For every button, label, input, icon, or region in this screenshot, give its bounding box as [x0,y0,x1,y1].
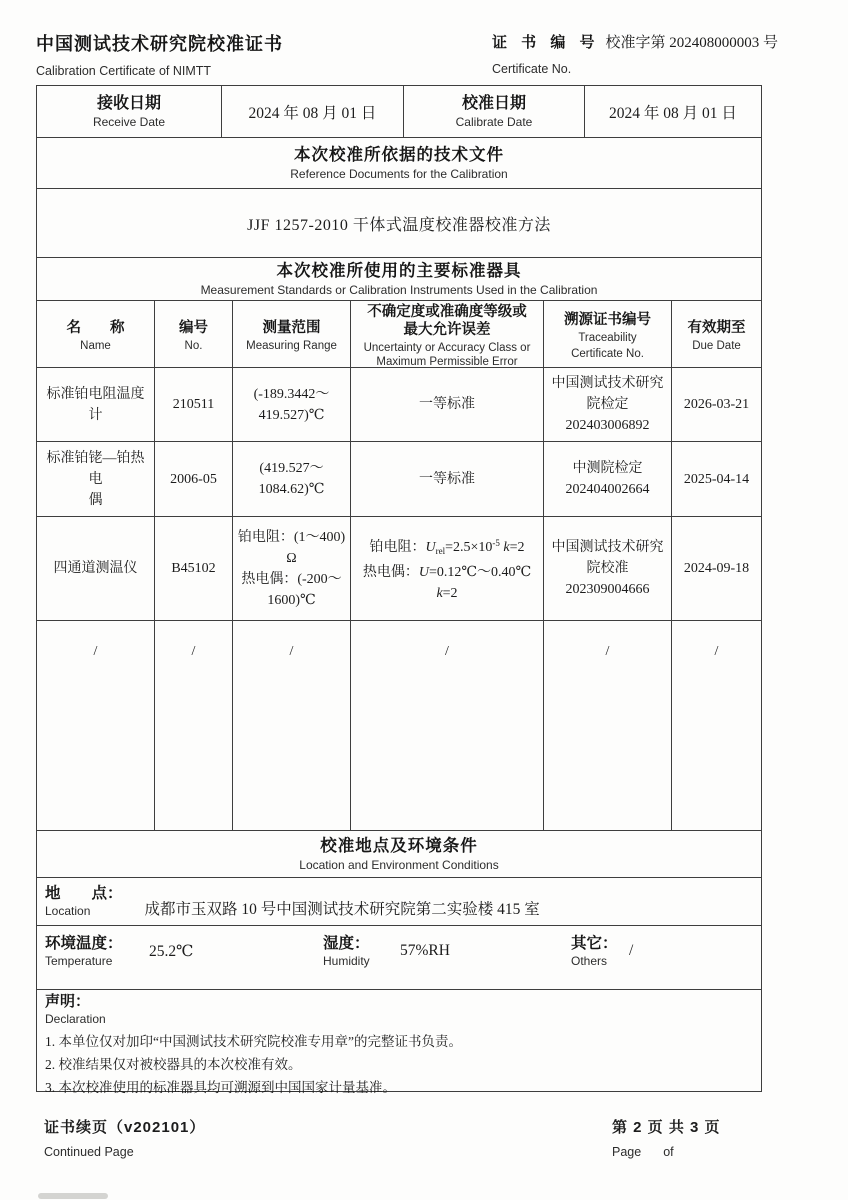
unc-sub: rel [435,546,446,556]
certificate-header [36,33,779,79]
col-header-uncertainty-en: Uncertainty or Accuracy Class or Maximum Permissible Error [363,342,531,368]
humidity-label-block [323,935,370,968]
humidity-value: 57%RH [400,942,450,959]
name-cell [37,442,154,516]
declaration-label: 声明： [45,993,91,1010]
certificate-number-label-en: Certificate No. [492,62,572,76]
col-header-name-zh: 名 称 [66,320,125,336]
reference-section-header [37,137,761,188]
col-header-range-zh: 测量范围 [262,320,321,336]
footer-right [612,1116,721,1159]
name-cell: 标准铂电阻温度计 [46,386,145,423]
reference-document: JJF 1257-2010 干体式温度校准器校准方法 [37,188,761,257]
col-header-traceability-zh: 溯源证书编号 [564,312,651,328]
page-number-en [612,1145,721,1159]
header-left [36,33,283,79]
standards-section-header [37,257,761,300]
traceability-cell: / [543,621,671,830]
receive-date-label: 接收日期 [96,95,161,112]
range-line: (419.527～ [259,461,324,476]
environment-row [37,925,761,989]
col-header-name [37,301,154,371]
col-header-no-zh: 编号 [179,320,208,336]
trace-line: 中国测试技术研究 [551,376,664,391]
continued-page-label-en: Continued Page [44,1145,134,1159]
date-table [37,86,761,137]
temperature-label: 环境温度： [45,935,123,952]
location-heading: 校准地点及环境条件 [320,837,478,855]
range-line: (-189.3442～ [253,386,330,402]
unc-var: U [418,565,429,580]
col-header-due-en: Due Date [692,340,741,352]
temperature-label-en: Temperature [45,954,113,968]
location-row [37,877,761,925]
standards-table-header [37,300,761,367]
trace-line: 202403006892 [565,418,650,433]
receive-date-label-cell [37,86,221,137]
trace-line: 202404002664 [565,482,650,497]
col-header-due-zh: 有效期至 [687,320,746,336]
col-header-range [232,301,350,371]
standards-row-3 [37,516,761,620]
unc-text: =2 [509,540,525,555]
trace-line: 院校准 [586,561,629,576]
others-label: 其它： [571,935,618,952]
col-header-range-en: Measuring Range [246,340,337,352]
location-section-header [37,830,761,877]
uncertainty-cell: 一等标准 [350,368,543,441]
unc-var: k [503,540,510,555]
range-cell [232,368,350,441]
calibrate-date-label-en: Calibrate Date [455,115,533,129]
traceability-cell [543,442,671,516]
trace-line: 院检定 [586,397,629,412]
due-date-cell: 2026-03-21 [671,368,761,441]
col-header-uncertainty-zh2: 最大允许误差 [403,322,491,338]
others-label-en: Others [571,954,608,968]
calibrate-date-value-cell [584,86,761,137]
unc-text: =0.12℃～0.40℃ [428,565,532,580]
range-line: 1084.62)℃ [258,482,325,497]
unc-text: =2.5×10 [445,540,493,555]
calibrate-date-label: 校准日期 [461,95,526,112]
certificate-title-en: Calibration Certificate of NIMTT [36,64,212,78]
name-line: 偶 [88,492,103,508]
page-label: Page [612,1145,642,1159]
uncertainty-cell: / [350,621,543,830]
certificate-number [492,33,779,53]
name-cell: 四通道测温仪 [53,561,138,576]
uncertainty-line-1 [369,533,524,562]
standards-row-4 [37,620,761,830]
unc-text: 铂电阻： [369,540,426,555]
reference-heading: 本次校准所依据的技术文件 [294,146,504,164]
certificate-number-block [492,33,779,79]
standards-heading: 本次校准所使用的主要标准器具 [276,262,522,280]
name-line: 标准铂铑—铂热电 [46,450,145,487]
declaration-section [37,989,761,1095]
declaration-item-1: 1. 本单位仅对加印“中国测试技术研究院校准专用章”的完整证书负责。 [45,1034,462,1049]
uncertainty-cell: 一等标准 [350,442,543,516]
location-label: 地 点： [45,885,123,902]
humidity-label: 湿度： [323,935,370,952]
col-header-due [671,301,761,371]
range-cell [232,442,350,516]
page-number: 第 2 页 共 3 页 [612,1119,721,1136]
standards-heading-en: Measurement Standards or Calibration Instruments Used in the Calibration [200,283,598,297]
name-cell: / [93,644,98,659]
receive-date-value-cell [221,86,403,137]
traceability-cell [543,517,671,620]
range-line: Ω [286,550,297,566]
reference-heading-en: Reference Documents for the Calibration [290,167,508,181]
col-header-uncertainty [350,301,543,371]
col-header-no-en: No. [184,340,203,352]
col-header-traceability [543,301,671,371]
others-value: / [629,942,634,959]
declaration-label-en: Declaration [45,1012,106,1026]
trace-line: 中测院检定 [572,461,643,476]
location-label-en: Location [45,904,91,918]
range-line: 铂电阻：(1～400) [237,529,346,545]
col-header-traceability-en1: Traceability [578,332,637,344]
no-cell: 2006-05 [154,442,232,516]
receive-date-value: 2024 年 08 月 01 日 [248,104,377,122]
range-cell: / [232,621,350,830]
unc-text: 热电偶： [362,565,419,580]
col-header-traceability-en2: Certificate No. [571,348,644,360]
range-line: 1600)℃ [267,592,316,608]
unc-sup: -5 [492,538,500,548]
unc-text: =2 [442,586,458,601]
certificate-number-label: 证 书 编 号 [492,34,600,51]
temperature-label-block [45,935,123,968]
col-header-name-en: Name [80,340,111,352]
trace-line: 中国测试技术研究 [551,540,664,555]
declaration-item-2: 2. 校准结果仅对被校器具的本次校准有效。 [45,1057,302,1072]
col-header-uncertainty-zh1: 不确定度或准确度等级或 [367,304,527,320]
calibrate-date-value: 2024 年 08 月 01 日 [609,104,737,122]
of-label: of [663,1145,674,1159]
declaration-items [45,1030,751,1099]
humidity-label-en: Humidity [323,954,370,968]
certificate-title: 中国测试技术研究院校准证书 [36,34,283,54]
trace-line: 202309004666 [565,582,650,597]
others-label-block [571,935,618,968]
location-label-block [45,878,123,925]
range-line: 419.527)℃ [258,407,325,423]
footer-left [44,1116,205,1159]
no-cell: B45102 [154,517,232,620]
col-header-no [154,301,232,371]
temperature-value: 25.2℃ [149,943,194,960]
continued-page-label: 证书续页（v202101） [44,1119,206,1136]
uncertainty-cell [350,517,543,620]
due-date-cell: 2025-04-14 [671,442,761,516]
range-line: 热电偶：(-200～ [241,571,342,587]
uncertainty-line-3 [436,583,457,604]
calibrate-date-label-cell [403,86,584,137]
uncertainty-line-2 [363,562,531,583]
due-date-cell: / [671,621,761,830]
location-heading-en: Location and Environment Conditions [299,858,499,872]
certificate-number-value: 校准字第 202408000003 号 [605,35,779,51]
due-date-cell: 2024-09-18 [671,517,761,620]
traceability-cell [543,368,671,441]
no-cell: / [154,621,232,830]
standards-row-2 [37,441,761,516]
unc-var: k [436,586,443,601]
no-cell: 210511 [154,368,232,441]
certificate-body [36,85,762,1095]
receive-date-label-en: Receive Date [92,115,166,129]
declaration-item-3: 3. 本次校准使用的标准器具均可溯源到中国国家计量基准。 [45,1080,396,1095]
range-cell [232,517,350,620]
scan-artifact-smudge [38,1193,108,1199]
location-value: 成都市玉双路 10 号中国测试技术研究院第二实验楼 415 室 [144,900,540,918]
standards-row-1 [37,367,761,441]
unc-var: U [425,540,436,555]
